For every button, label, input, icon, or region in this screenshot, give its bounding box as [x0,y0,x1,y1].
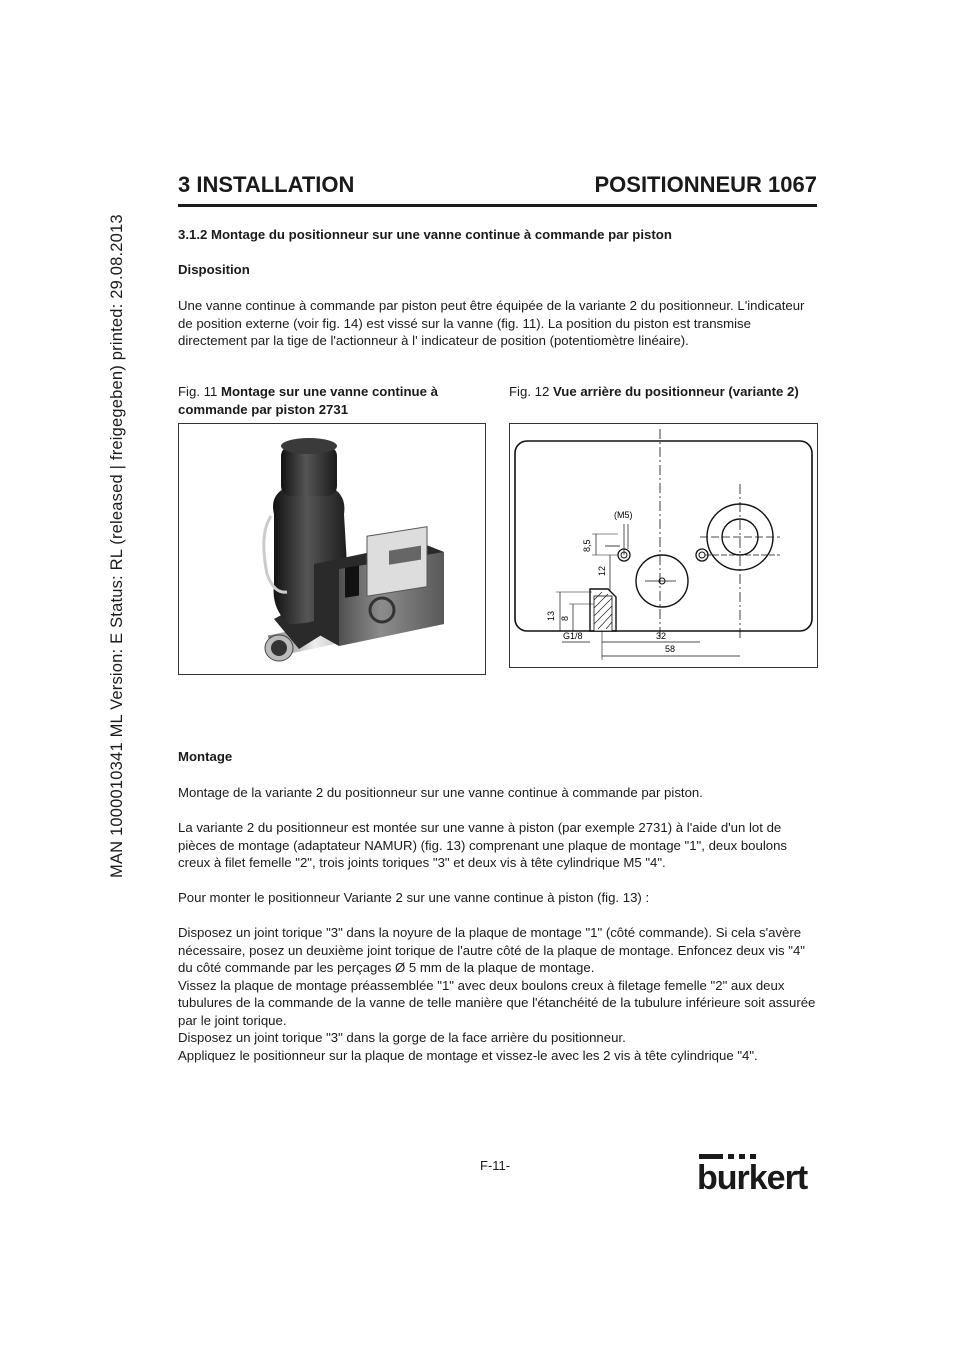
valve-photo-illustration [179,424,485,674]
label-13: 13 [546,610,556,621]
label-g1-8: G1/8 [563,631,583,641]
label-32: 32 [656,631,667,641]
montage-steps [178,924,818,1064]
fig12-prefix: Fig. 12 [509,384,553,399]
step-2: Vissez la plaque de montage préassemblée "1" avec deux boulons creux à filetage femelle "2" aux deux tubulures de la commande de la vanne de telle manière que l'étanchéité de la tubulure inférieure soit assurée par le joint torique. [178,977,816,1028]
section-title: 3.1.2 Montage du positionneur sur une vanne continue à commande par piston [178,227,672,242]
label-12: 12 [597,565,607,576]
fig11-photo [178,423,486,675]
montage-intro: Montage de la variante 2 du positionneur sur une vanne continue à commande par piston. [178,785,703,800]
fig12-title: Vue arrière du positionneur (variante 2) [552,384,799,399]
montage-description: La variante 2 du positionneur est montée sur une vanne à piston (par exemple 2731) à l'aide d'un lot de pièces de montage (adaptateur NAMUR) (fig. 13) comprenant une plaque de montage "1", deux boulons creux à filet femelle "2", trois joints toriques "3" et deux vis à tête cylindrique M5 "4". [178,820,788,870]
rear-view-technical-drawing [510,424,817,667]
fig11-title: Montage sur une vanne continue à commande par piston 2731 [178,384,438,417]
fig11-prefix: Fig. 11 [178,384,222,399]
fig12-caption [509,383,809,401]
label-m5: (M5) [614,510,633,520]
disposition-heading: Disposition [178,262,250,277]
label-8-5: 8,5 [582,539,592,552]
fig12-drawing [509,423,818,668]
step-1: Disposez un joint torique "3" dans la noyure de la plaque de montage "1" (côté commande). Si cela s'avère nécessaire, posez un deuxième joint torique de l'autre côté de la plaque de montage. Enfoncez deux vis "4" du côté commande par les perçages Ø 5 mm de la plaque de montage. [178,925,805,975]
page-header [178,172,817,207]
chapter-title: 3 INSTALLATION [178,172,355,197]
product-title: POSITIONNEUR 1067 [594,172,817,197]
disposition-text: Une vanne continue à commande par piston peut être équipée de la variante 2 du positionneur. L'indicateur de position externe (voir fig. 14) est vissé sur la vanne (fig. 11). La position du piston est transmise directement par la tige de l'actionneur à l' indicateur de position (potentiomètre linéaire). [178,298,805,348]
montage-instruction-lead: Pour monter le positionneur Variante 2 sur une vanne continue à piston (fig. 13) : [178,890,650,905]
label-8: 8 [560,615,570,621]
label-58: 58 [665,644,676,654]
fig11-caption [178,383,478,419]
page-number: F-11- [480,1158,511,1173]
burkert-logo [697,1152,819,1197]
step-3: Disposez un joint torique "3" dans la gorge de la face arrière du positionneur. [178,1030,626,1045]
svg-text:burkert: burkert [697,1159,808,1192]
document-metadata-vertical: MAN 1000010341 ML Version: E Status: RL (released | freigegeben) printed: 29.08.2013 [108,214,126,878]
step-4: Appliquez le positionneur sur la plaque de montage et vissez-le avec les 2 vis à tête cylindrique "4". [178,1047,758,1063]
montage-heading: Montage [178,749,233,764]
